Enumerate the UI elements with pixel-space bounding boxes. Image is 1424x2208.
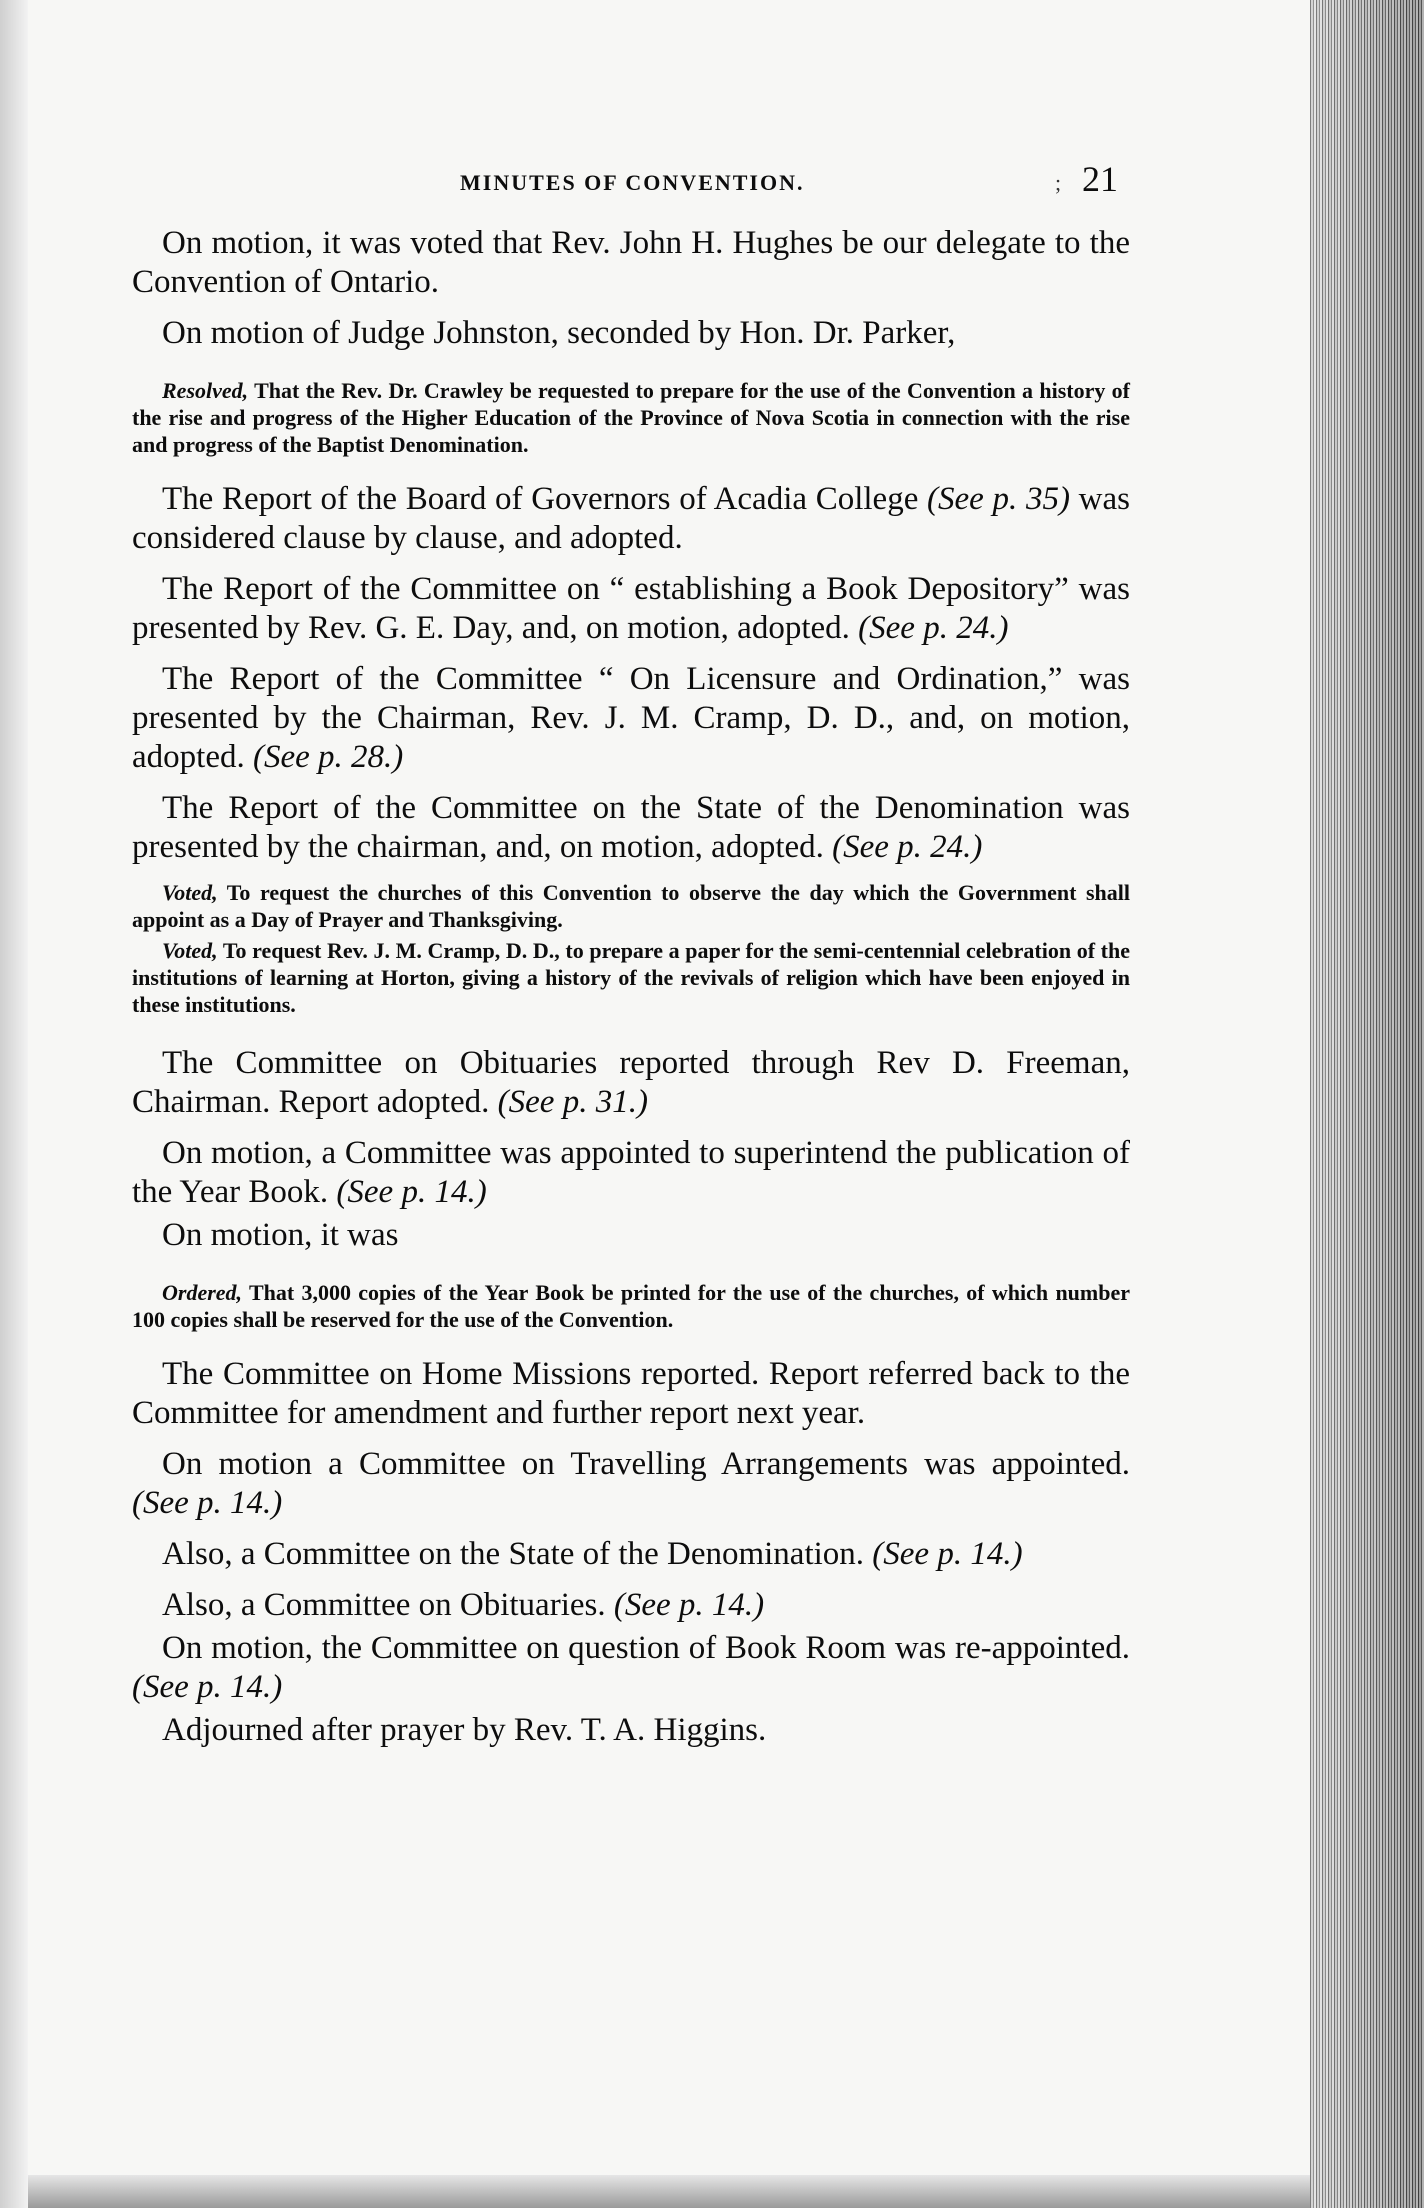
- paragraph-text: On motion, a Committee was appointed to superintend the publication of the Year Book.: [132, 1135, 1130, 1210]
- page-reference: (See p. 14.): [132, 1485, 283, 1521]
- page-reference: (See p. 24.): [832, 829, 983, 865]
- paragraph-text: was considered clause by clause, and adopted.: [132, 481, 1130, 556]
- vote-text: To request the churches of this Convention to observe the day which the Government shall appoint as a Day of Prayer and Thanksgiving.: [132, 880, 1130, 932]
- paragraph-state-committee: [132, 1535, 1130, 1574]
- resolution-lead: Resolved,: [162, 378, 249, 403]
- vote-day-of-prayer: [132, 879, 1130, 933]
- paragraph-text: On motion a Committee on Travelling Arrangements was appointed.: [162, 1446, 1130, 1482]
- resolution-crawley: [132, 377, 1130, 458]
- vote-semi-centennial: [132, 937, 1130, 1018]
- page-reference: (See p. 35): [927, 481, 1070, 517]
- vote-lead: Voted,: [162, 880, 218, 905]
- vote-lead: Voted,: [162, 938, 218, 963]
- paragraph-state-of-denomination: [132, 789, 1130, 867]
- page-reference: (See p. 14.): [336, 1174, 487, 1210]
- scan-left-margin: [0, 0, 28, 2208]
- order-text: That 3,000 copies of the Year Book be printed for the use of the churches, of which number 100 copies shall be reserved for the use of the Convention.: [132, 1280, 1130, 1332]
- page-body: [132, 224, 1130, 1762]
- paragraph-text: The Committee on Obituaries reported through Rev D. Freeman, Chairman. Report adopted.: [132, 1045, 1130, 1120]
- paragraph-book-depository: [132, 570, 1130, 648]
- paragraph-delegate: On motion, it was voted that Rev. John H. Hughes be our delegate to the Convention of Ontario.: [132, 225, 1130, 300]
- order-lead: Ordered,: [162, 1280, 243, 1305]
- paragraph-text: The Report of the Committee on “ establishing a Book Depository” was presented by Rev. G. E. Day, and, on motion, adopted.: [132, 571, 1130, 646]
- paragraph-year-book-committee: [132, 1134, 1130, 1212]
- scan-bottom-edge: [28, 2175, 1310, 2208]
- paragraph-motion-johnston: On motion of Judge Johnston, seconded by Hon. Dr. Parker,: [162, 315, 956, 351]
- resolution-text: That the Rev. Dr. Crawley be requested to prepare for the use of the Convention a history of the rise and progress of the Higher Education of the Province of Nova Scotia in connection with the rise and progress of the Baptist Denomination.: [132, 378, 1130, 457]
- header-mark: ;: [1055, 170, 1062, 195]
- paragraph-motion: On motion, it was: [162, 1217, 399, 1253]
- paragraph-adjourned: Adjourned after prayer by Rev. T. A. Higgins.: [162, 1712, 767, 1748]
- page-reference: (See p. 31.): [497, 1084, 648, 1120]
- page-reference: (See p. 28.): [252, 739, 404, 775]
- page-header: [460, 158, 1160, 208]
- vote-text: To request Rev. J. M. Cramp, D. D., to prepare a paper for the semi-centennial celebration of the institutions of learning at Horton, giving a history of the revivals of religion which have been enjoyed in these institutions.: [132, 938, 1130, 1017]
- paragraph-book-room: [132, 1629, 1130, 1707]
- page-number: 21: [1082, 159, 1118, 199]
- order-year-book: [132, 1279, 1130, 1333]
- page-reference: (See p. 14.): [613, 1587, 765, 1623]
- page-reference: (See p. 14.): [132, 1669, 283, 1705]
- paragraph-home-missions: The Committee on Home Missions reported. Report referred back to the Committee for amendment and further report next year.: [132, 1356, 1130, 1431]
- paragraph-text: The Report of the Board of Governors of Acadia College: [162, 481, 928, 517]
- paragraph-travelling: [132, 1445, 1130, 1523]
- page-reference: (See p. 14.): [872, 1536, 1023, 1572]
- paragraph-acadia-report: [132, 480, 1130, 558]
- paragraph-text: Also, a Committee on Obituaries.: [162, 1587, 614, 1623]
- paragraph-text: On motion, the Committee on question of Book Room was re-appointed.: [162, 1630, 1130, 1666]
- page-edges: [1310, 0, 1424, 2208]
- running-head: MINUTES OF CONVENTION.: [460, 170, 805, 195]
- page-reference: (See p. 24.): [858, 610, 1009, 646]
- paragraph-text: The Report of the Committee on the State of the Denomination was presented by the chairman, and, on motion, adopted.: [132, 790, 1130, 865]
- paragraph-text: The Report of the Committee “ On Licensure and Ordination,” was presented by the Chairman, Rev. J. M. Cramp, D. D., and, on motion, adopted.: [132, 661, 1130, 775]
- paragraph-text: Also, a Committee on the State of the Denomination.: [162, 1536, 873, 1572]
- paragraph-obituaries: [132, 1044, 1130, 1122]
- paragraph-licensure: [132, 660, 1130, 777]
- paragraph-obituaries-committee: [132, 1586, 1130, 1625]
